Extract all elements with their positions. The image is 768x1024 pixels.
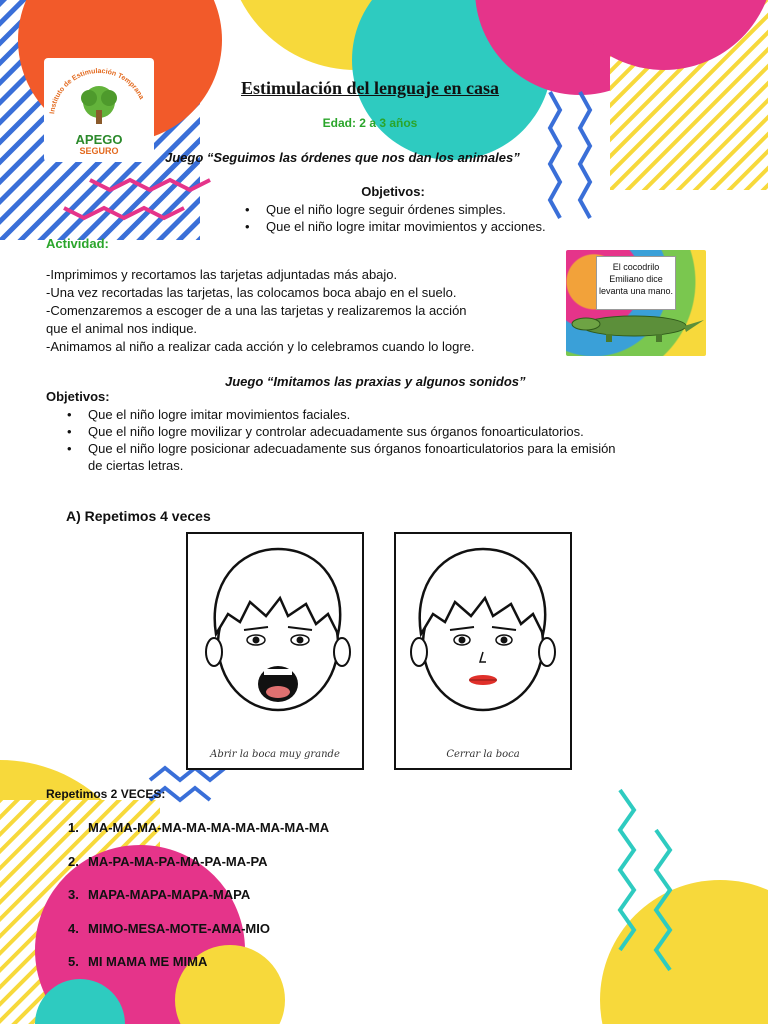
list-item: • Que el niño logre imitar movimientos y acciones.	[240, 218, 546, 235]
crocodile-icon	[566, 250, 706, 356]
list-item	[68, 820, 329, 854]
list-item: • Que el niño logre seguir órdenes simples.	[240, 201, 546, 218]
face-open-mouth-icon	[188, 534, 362, 734]
logo-arc-text: Instituto de Estimulación Temprana	[49, 67, 145, 115]
logo-brand-2: SEGURO	[79, 146, 119, 156]
item-text: MAPA-MAPA-MAPA-MAPA	[88, 887, 251, 902]
card-line: levanta una mano.	[598, 286, 674, 296]
page-title: Estimulación del lenguaje en casa	[240, 78, 499, 98]
item-text: MI MAMA ME MIMA	[88, 954, 208, 969]
item-number: 4.	[68, 920, 79, 936]
activity-text	[46, 266, 556, 356]
game2-objectives-label: Objetivos:	[46, 389, 110, 404]
activity-line: -Comenzaremos a escoger de a una las tarjetas y realizaremos la acción	[46, 303, 467, 318]
activity-label: Actividad:	[46, 236, 109, 251]
face-caption: Abrir la boca muy grande	[210, 749, 340, 760]
item-number: 5.	[68, 954, 79, 969]
item-text: MA-PA-MA-PA-MA-PA-MA-PA	[88, 853, 268, 869]
item-text: MIMO-MESA-MOTE-AMA-MIO	[88, 920, 270, 936]
activity-line: -Animamos al niño a realizar cada acción y lo celebramos cuando lo logre.	[46, 339, 475, 354]
age-label: Edad: 2 a 3 años	[322, 116, 418, 130]
activity-line: -Imprimimos y recortamos las tarjetas adjuntadas más abajo.	[46, 267, 398, 282]
game1-objectives-label: Objetivos:	[361, 184, 425, 199]
list-item-continuation: de ciertas letras.	[88, 458, 184, 473]
list-item	[68, 887, 329, 921]
logo	[44, 58, 154, 162]
crocodile-card	[566, 250, 706, 356]
item-number: 2.	[68, 853, 79, 869]
game1-title: Juego “Seguimos las órdenes que nos dan los animales”	[165, 150, 520, 165]
repeat-label: Repetimos 2 VECES:	[46, 787, 166, 801]
section-a-heading: A) Repetimos 4 veces	[66, 508, 211, 524]
activity-line: -Una vez recortadas las tarjetas, las colocamos boca abajo en el suelo.	[46, 285, 457, 300]
activity-line: que el animal nos indique.	[46, 321, 198, 336]
list-item: • Que el niño logre movilizar y controlar adecuadamente sus órganos fonoarticulatorios.	[62, 423, 722, 440]
blue-zigzag-right-1	[550, 92, 560, 218]
list-item	[68, 854, 329, 888]
item-number: 3.	[68, 887, 79, 902]
face-caption: Cerrar la boca	[446, 749, 520, 760]
list-item: • Que el niño logre imitar movimientos faciales.	[62, 406, 722, 423]
card-line: Emiliano dice	[609, 274, 663, 284]
syllable-list	[68, 820, 329, 988]
list-item	[68, 921, 329, 955]
blue-zigzag-right-2	[580, 92, 590, 218]
face-card-open-mouth	[186, 532, 364, 770]
game2-title: Juego “Imitamos las praxias y algunos sonidos”	[225, 374, 526, 389]
list-item	[68, 954, 329, 988]
card-line: El cocodrilo	[612, 262, 660, 272]
game2-objectives-list	[62, 406, 722, 474]
face-closed-mouth-icon	[396, 534, 570, 734]
list-item: • Que el niño logre posicionar adecuadamente sus órganos fonoarticulatorios para la emisión	[62, 440, 722, 457]
logo-brand-1: APEGO	[75, 132, 123, 147]
game1-objectives-list	[240, 201, 546, 235]
item-number: 1.	[68, 820, 79, 835]
face-card-closed-mouth	[394, 532, 572, 770]
item-text: MA-MA-MA-MA-MA-MA-MA-MA-MA-MA	[88, 820, 330, 835]
